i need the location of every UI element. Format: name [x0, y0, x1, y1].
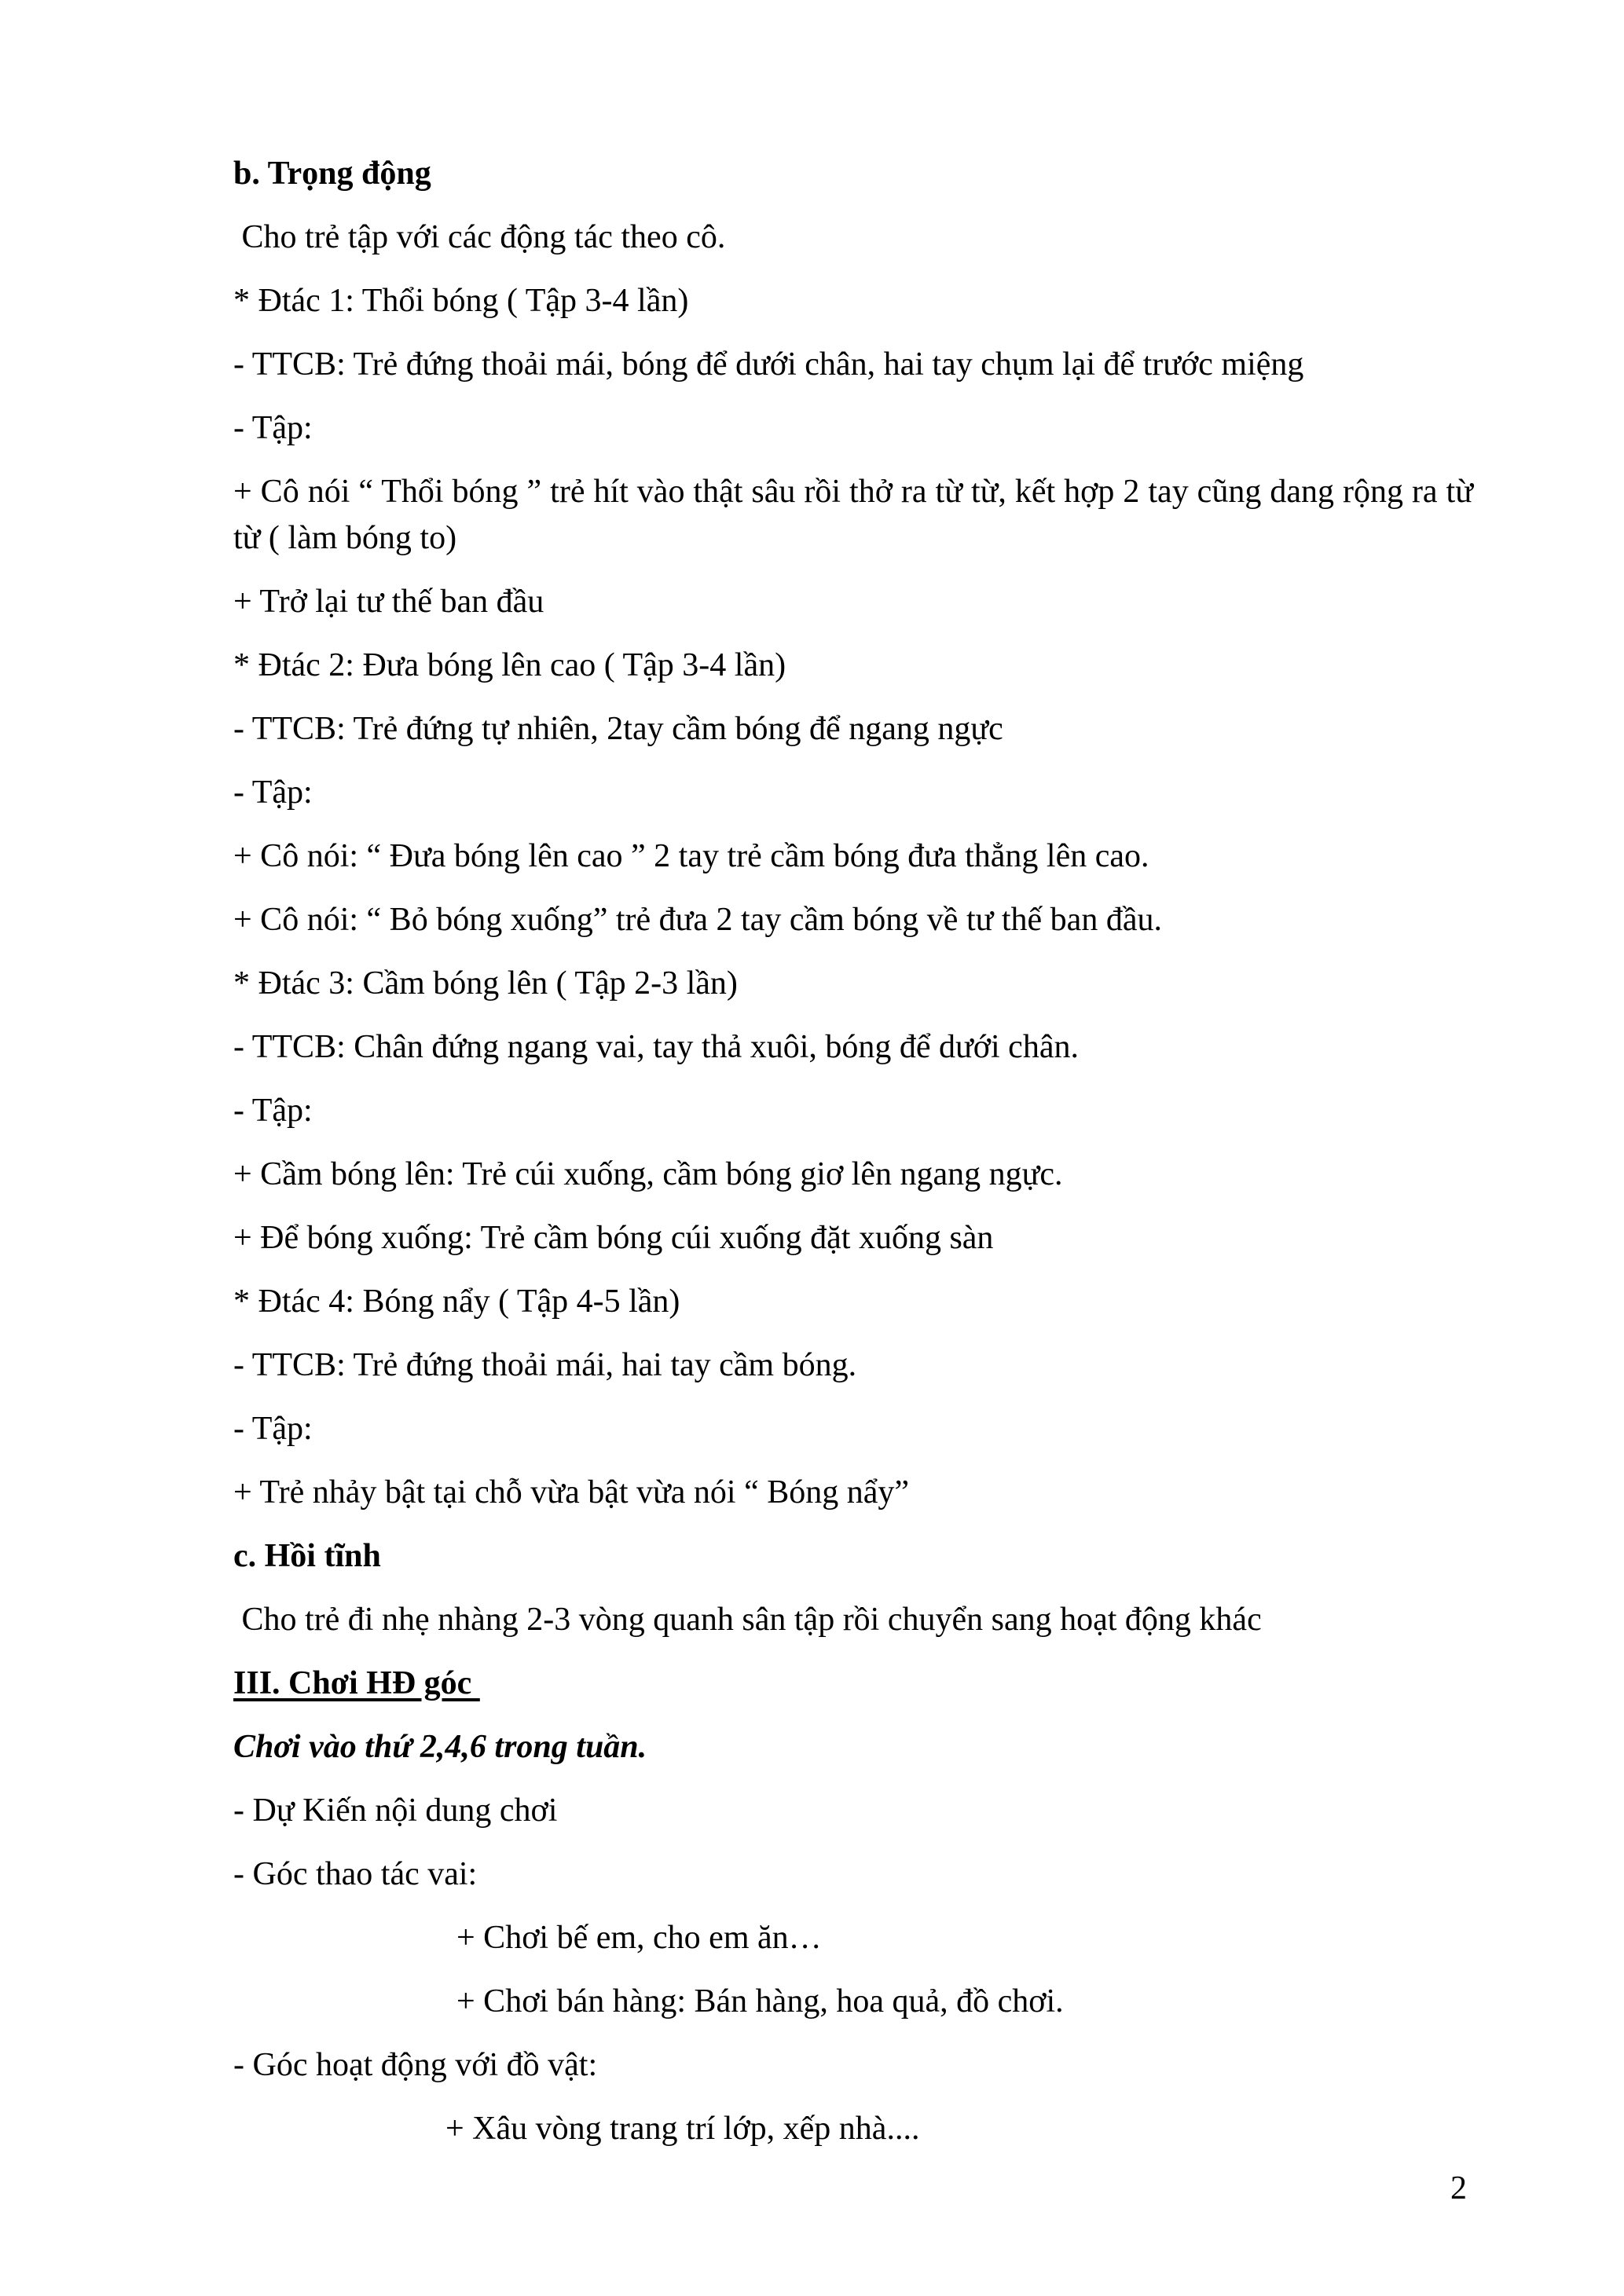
exercise-4-ttcb: - TTCB: Trẻ đứng thoải mái, hai tay cầm bóng.	[233, 1347, 857, 1383]
exercise-1-practice-label: - Tập:	[233, 410, 313, 446]
paragraph-cool-down: Cho trẻ đi nhẹ nhàng 2-3 vòng quanh sân tập rồi chuyển sang hoạt động khác	[233, 1602, 1262, 1638]
exercise-4-title: * Đtác 4: Bóng nẩy ( Tập 4-5 lần)	[233, 1283, 680, 1320]
schedule-note: Chơi vào thứ 2,4,6 trong tuần.	[233, 1729, 647, 1765]
exercise-2-title: * Đtác 2: Đưa bóng lên cao ( Tập 3-4 lần)	[233, 647, 786, 683]
exercise-3-step-1: + Cầm bóng lên: Trẻ cúi xuống, cầm bóng giơ lên ngang ngực.	[233, 1156, 1063, 1192]
object-activity-corner-label: - Góc hoạt động với đồ vật:	[233, 2047, 598, 2083]
paragraph-intro: Cho trẻ tập với các động tác theo cô.	[233, 219, 726, 255]
exercise-1-step-2: + Trở lại tư thế ban đầu	[233, 584, 544, 620]
exercise-3-title: * Đtác 3: Cầm bóng lên ( Tập 2-3 lần)	[233, 965, 738, 1002]
section-heading-choi-hd-goc: III. Chơi HĐ góc	[233, 1665, 480, 1701]
exercise-3-step-2: + Để bóng xuống: Trẻ cầm bóng cúi xuống đặt xuống sàn	[233, 1220, 994, 1256]
exercise-2-ttcb: - TTCB: Trẻ đứng tự nhiên, 2tay cầm bóng để ngang ngực	[233, 711, 1003, 747]
exercise-1-step-1: + Cô nói “ Thổi bóng ” trẻ hít vào thật sâu rồi thở ra từ từ, kết hợp 2 tay cũng dang rộng ra từ từ ( làm bóng to)	[233, 474, 1482, 556]
planned-content-label: - Dự Kiến nội dung chơi	[233, 1792, 558, 1829]
exercise-3-ttcb: - TTCB: Chân đứng ngang vai, tay thả xuôi, bóng để dưới chân.	[233, 1029, 1079, 1065]
exercise-4-practice-label: - Tập:	[233, 1411, 313, 1447]
exercise-1-title: * Đtác 1: Thổi bóng ( Tập 3-4 lần)	[233, 283, 689, 319]
exercise-3-practice-label: - Tập:	[233, 1093, 313, 1129]
section-heading-hoi-tinh: c. Hồi tĩnh	[233, 1538, 381, 1574]
exercise-2-practice-label: - Tập:	[233, 774, 313, 811]
exercise-2-step-2: + Cô nói: “ Bỏ bóng xuống” trẻ đưa 2 tay cầm bóng về tư thế ban đầu.	[233, 902, 1162, 938]
section-heading-trong-dong: b. Trọng động	[233, 156, 431, 192]
role-play-item-1: + Chơi bế em, cho em ăn…	[456, 1920, 822, 1956]
exercise-1-ttcb: - TTCB: Trẻ đứng thoải mái, bóng để dưới chân, hai tay chụm lại để trước miệng	[233, 346, 1304, 383]
document-body	[233, 151, 1482, 2170]
role-play-item-2: + Chơi bán hàng: Bán hàng, hoa quả, đồ chơi.	[456, 1983, 1064, 2020]
exercise-4-step-1: + Trẻ nhảy bật tại chỗ vừa bật vừa nói “ Bóng nẩy”	[233, 1474, 910, 1511]
role-play-corner-label: - Góc thao tác vai:	[233, 1856, 478, 1892]
exercise-2-step-1: + Cô nói: “ Đưa bóng lên cao ” 2 tay trẻ cầm bóng đưa thẳng lên cao.	[233, 838, 1149, 874]
object-activity-item-1: + Xâu vòng trang trí lớp, xếp nhà....	[445, 2111, 920, 2147]
page-number: 2	[1450, 2170, 1467, 2206]
